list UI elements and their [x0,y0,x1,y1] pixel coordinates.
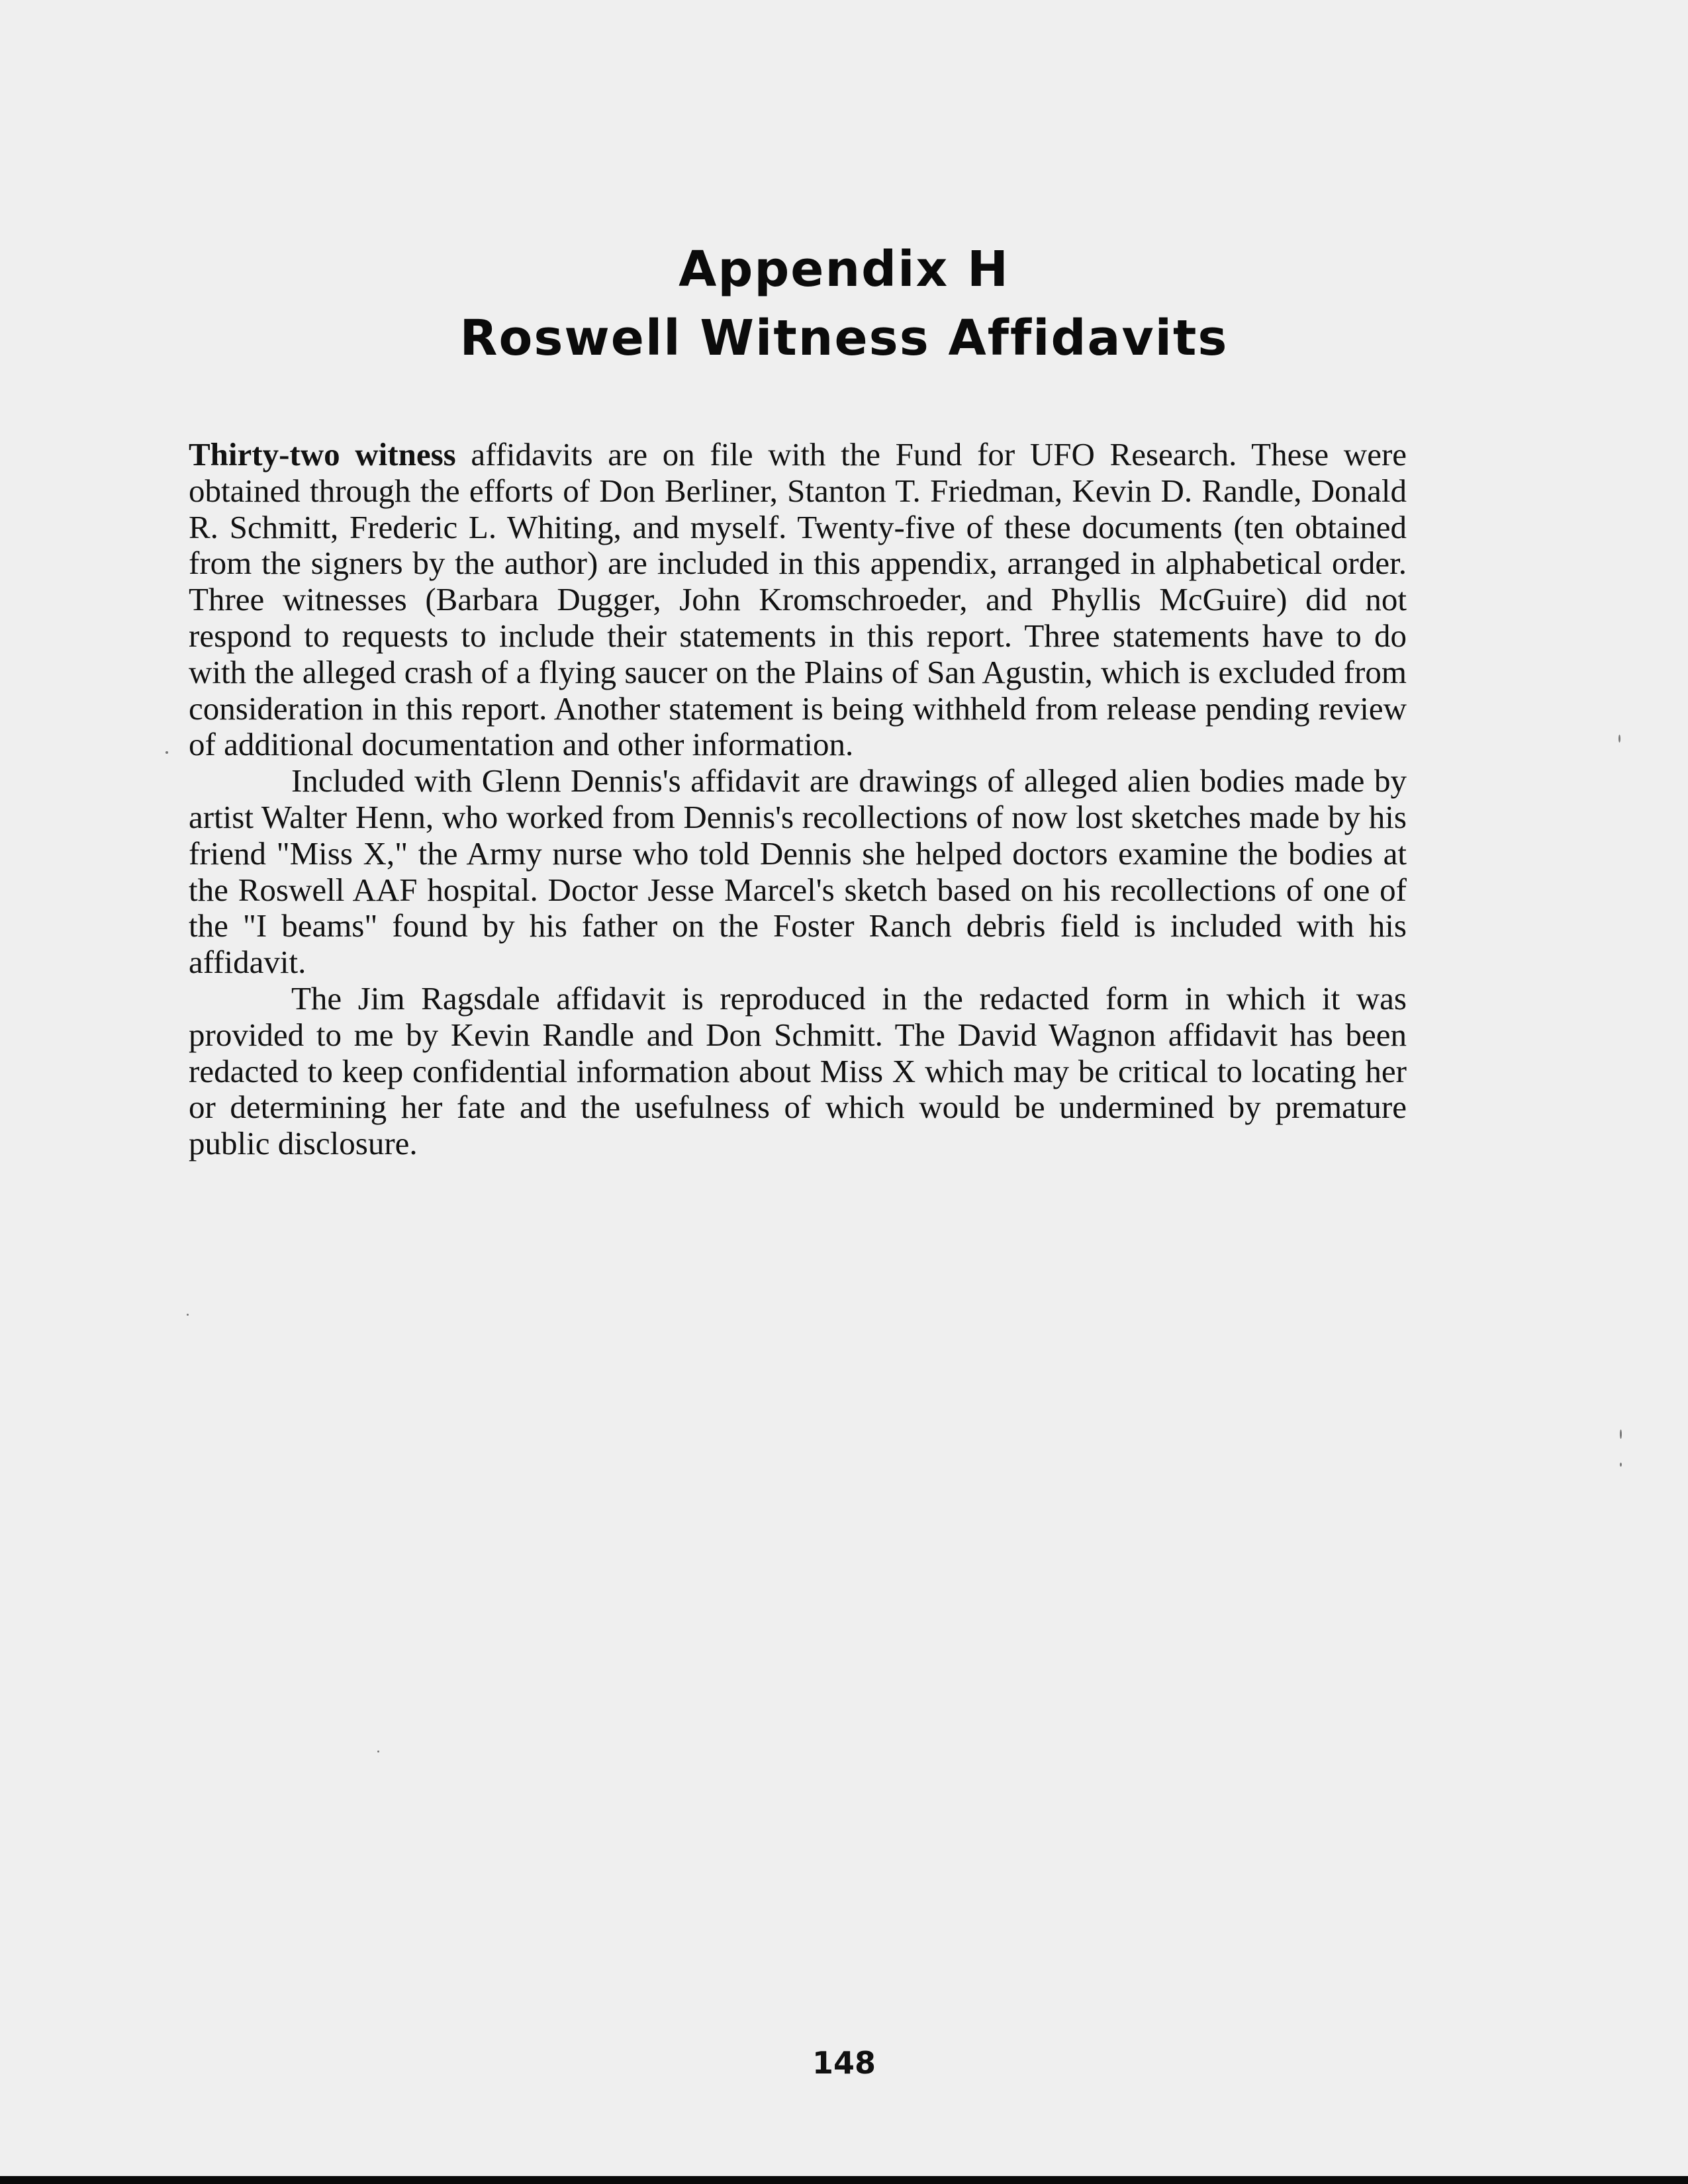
scan-speck [187,1314,189,1316]
paragraph-1 [189,437,1407,763]
scan-bottom-edge [0,2176,1688,2184]
page-number: 148 [812,2045,876,2081]
scan-speck [1620,1430,1622,1439]
scan-speck [1618,735,1620,743]
paragraph-1-text: affidavits are on file with the Fund for UFO Research. These were obtained through the efforts of Don Berliner, Stanton T. Friedman, Kevin D. Randle, Donald R. Schmitt, Frederic L. Whiting, and myself. Twenty-five of these documents (ten obtained from the signers by the author) are included in this appendix, arranged in alphabetical order. Three witnesses (Barbara Dugger, John Kromschroeder, and Phyllis McGuire) did not respond to requests to include their statements in this report. Three statements have to do with the alleged crash of a flying saucer on the Plains of San Agustin, which is excluded from consideration in this report. Another statement is being withheld from release pending review of additional documentation and other information. [189,436,1407,763]
appendix-title [0,235,1688,373]
scan-speck [1620,1463,1622,1467]
title-line-subject: Roswell Witness Affidavits [459,310,1229,367]
scan-speck [377,1751,379,1752]
title-line-appendix: Appendix H [679,241,1009,298]
body-text [189,437,1407,1162]
paragraph-2: Included with Glenn Dennis's affidavit are drawings of alleged alien bodies made by artist Walter Henn, who worked from Dennis's recollections of now lost sketches made by his friend "Miss X," the Army nurse who told Dennis she helped doctors examine the bodies at the Roswell AAF hospital. Doctor Jesse Marcel's sketch based on his recollections of one of the "I beams" found by his father on the Foster Ranch debris field is included with his affidavit. [189,762,1407,981]
paragraph-1-lead: Thirty-two witness [189,436,456,473]
paragraph-3: The Jim Ragsdale affidavit is reproduced in the redacted form in which it was provided to me by Kevin Randle and Don Schmitt. The David Wagnon affidavit has been redacted to keep confidential information about Miss X which may be critical to locating her or determining her fate and the usefulness of which would be undermined by premature public disclosure. [189,979,1407,1162]
scan-speck [165,751,168,754]
